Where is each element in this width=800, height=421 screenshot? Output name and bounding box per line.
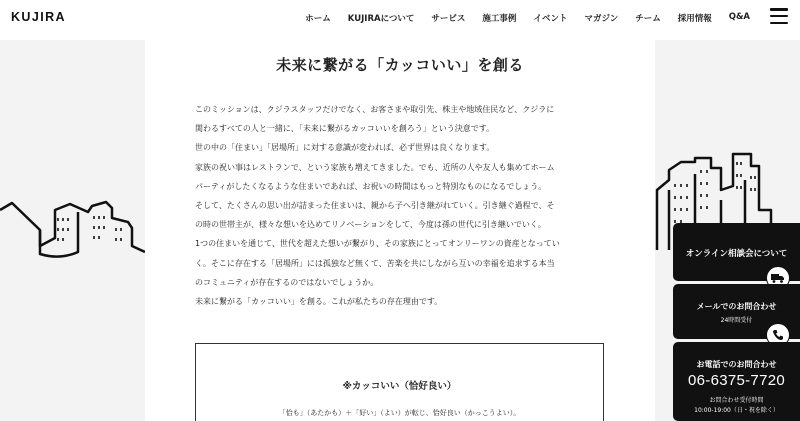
nav-recruit[interactable]: 採用情報 [677, 14, 712, 24]
mail-contact-sub: 24時間受付 [720, 317, 753, 324]
site-logo[interactable]: KUJIRA [11, 10, 66, 24]
mission-line: の時の世帯主が、様々な想いを込めてリノベーションをして、今度は孫の世代に引き継いでいく。 [195, 220, 546, 230]
mission-line: く。そこに存在する「居場所」には孤独など無くて、苦楽を共にしながら互いの幸福を追求する本当 [195, 258, 555, 268]
definition-box [195, 343, 604, 421]
city-skyline-left-illustration [0, 188, 145, 263]
mission-line: 家族の祝い事はレストランで、という家族も増えてきました。でも、近所の人や友人も集めてホーム [195, 162, 555, 172]
mission-line: このミッションは、クジラスタッフだけでなく、お客さまや取引先、株主や地域住民など、クジラに [195, 105, 555, 114]
nav-home[interactable]: ホーム [305, 14, 331, 24]
nav-magazine[interactable]: マガジン [584, 14, 619, 24]
mission-line: そして、たくさんの思い出が詰まった住まいは、親から子へ引き継がれていく。引き継ぐ過程で、そ [195, 201, 555, 211]
mission-body [195, 100, 615, 311]
phone-contact-button[interactable] [673, 342, 800, 421]
mission-line: 1つの住まいを通じて、世代を超えた想いが繋がり、その家族にとってオンリーワンの資産となってい [195, 239, 560, 249]
mission-line: のコミュニティが存在するのではないでしょうか。 [195, 277, 379, 287]
phone-contact-label: お電話でのお問合わせ [696, 360, 777, 369]
nav-event[interactable]: イベント [533, 14, 568, 24]
phone-number[interactable]: 06-6375-7720 [687, 372, 785, 389]
definition-title: ※カッコいい（恰好良い） [342, 381, 457, 392]
nav-qa[interactable]: Q&A [728, 12, 750, 22]
hours-label: お問合わせ受付時間 [709, 397, 764, 404]
nav-service[interactable]: サービス [431, 14, 466, 24]
business-hours: 10:00-19:00（日・祝を除く） [694, 407, 779, 414]
online-consultation-label: オンライン相談会について [685, 249, 788, 259]
mission-line: 未来に繋がる「カッコいい」を創る。これが私たちの存在理由です。 [195, 297, 443, 307]
nav-team[interactable]: チーム [635, 14, 661, 24]
mission-line: パーティがしたくなるような住まいであれば、お祝いの時間はもっと特別なものになるでしょう。 [195, 181, 547, 191]
main-nav [288, 12, 750, 24]
nav-works[interactable]: 施工事例 [482, 14, 517, 24]
mission-title: 未来に繋がる「カッコいい」を創る [276, 56, 524, 74]
mission-line: 世の中の「住まい」「居場所」に対する意識が変われば、必ず世界は良くなります。 [195, 143, 495, 153]
mission-line: 関わるすべての人と一緒に、「未来に繋がるカッコいいを創ろう」という決意です。 [195, 124, 495, 134]
site-header [0, 0, 800, 40]
mail-contact-label: メールでのお問合わせ [696, 302, 777, 311]
hamburger-menu-icon[interactable] [770, 8, 788, 24]
mission-section [145, 40, 655, 421]
nav-about[interactable]: KUJIRAについて [347, 14, 415, 24]
definition-text: 「恰も」（あたかも）＋「好い」（よい）が転じ、恰好良い（かっこうよい）。 [278, 409, 521, 417]
